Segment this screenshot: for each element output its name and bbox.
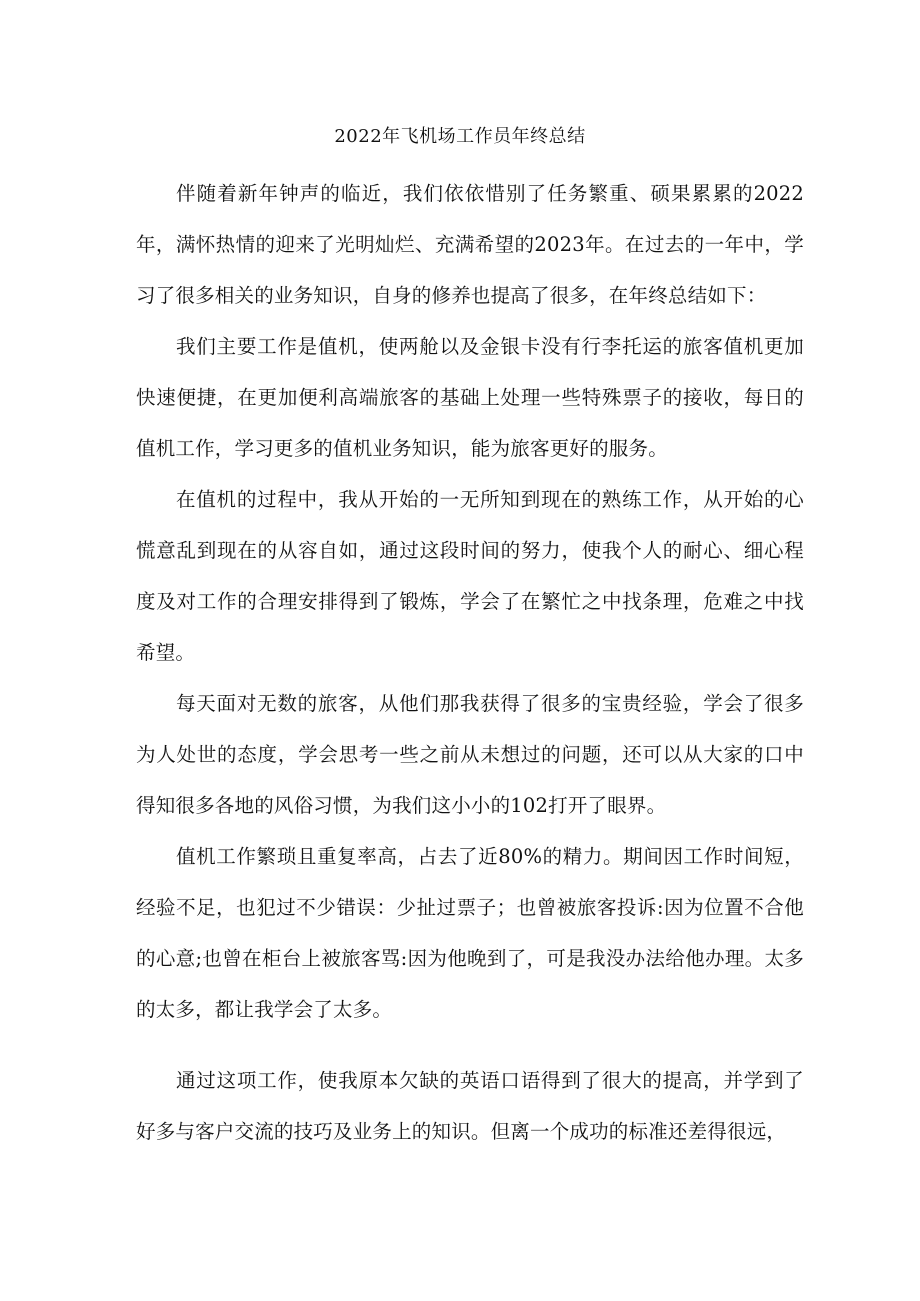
paragraph-passengers: 每天面对无数的旅客，从他们那我获得了很多的宝贵经验，学会了很多为人处世的态度，学会思考一些之前从未想过的问题，还可以从大家的口中得知很多各地的风俗习惯，为我们这小小的102打开了眼界。 bbox=[136, 692, 804, 817]
paragraph-intro: 伴随着新年钟声的临近，我们依依惜别了任务繁重、硕果累累的2022年，满怀热情的迎来了光明灿烂、充满希望的2023年。在过去的一年中，学习了很多相关的业务知识，自身的修养也提高了很多，在年终总结如下： bbox=[136, 182, 804, 307]
paragraph-main-work: 我们主要工作是值机，使两舱以及金银卡没有行李托运的旅客值机更加快速便捷，在更加便利高端旅客的基础上处理一些特殊票子的接收，每日的值机工作，学习更多的值机业务知识，能为旅客更好的服务。 bbox=[136, 335, 804, 460]
paragraph-mistakes: 值机工作繁琐且重复率高，占去了近80%的精力。期间因工作时间短，经验不足，也犯过不少错误：少扯过票子；也曾被旅客投诉:因为位置不合他的心意;也曾在柜台上被旅客骂:因为他晚到了，可是我没办法给他办理。太多的太多，都让我学会了太多。 bbox=[136, 845, 804, 1021]
paragraph-improvement: 通过这项工作，使我原本欠缺的英语口语得到了很大的提高，并学到了好多与客户交流的技巧及业务上的知识。但离一个成功的标准还差得很远， bbox=[136, 1069, 804, 1143]
document-title: 2022年飞机场工作员年终总结 bbox=[334, 126, 586, 147]
document-body bbox=[136, 168, 804, 1157]
paragraph-checkin-process: 在值机的过程中，我从开始的一无所知到现在的熟练工作，从开始的心慌意乱到现在的从容自如，通过这段时间的努力，使我个人的耐心、细心程度及对工作的合理安排得到了锻炼，学会了在繁忙之中找条理，危难之中找希望。 bbox=[136, 488, 804, 664]
